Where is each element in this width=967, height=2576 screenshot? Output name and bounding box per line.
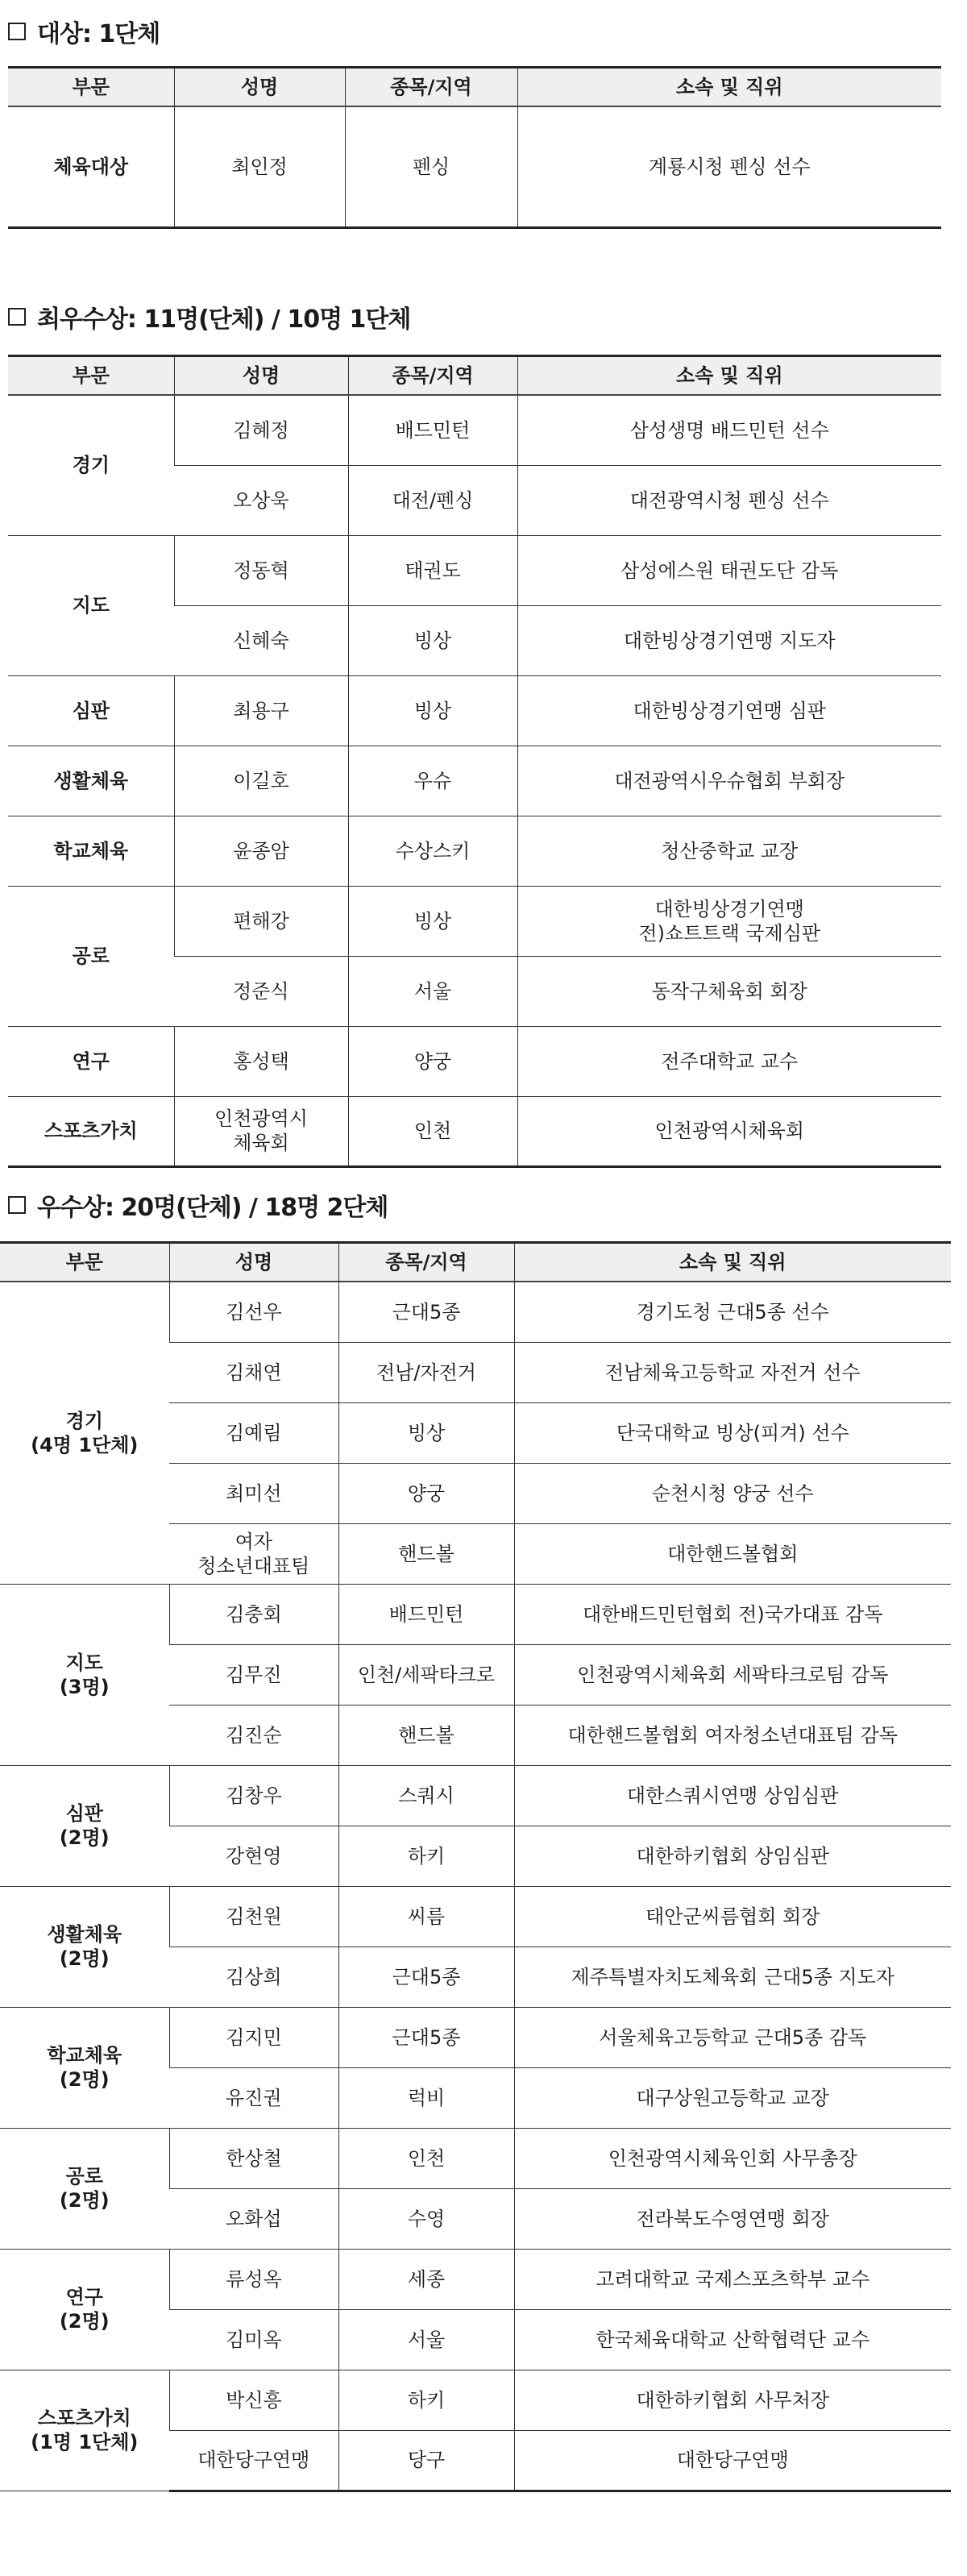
header-sport-region: 종목/지역: [345, 68, 517, 107]
cell-sport-region: 씨름: [338, 1886, 514, 1947]
cell-name: 오상욱: [174, 465, 348, 535]
section-title-merit: [8, 1185, 388, 1225]
table-row: [8, 816, 941, 886]
cell-name: 편해강: [174, 886, 348, 956]
cell-category: 연구: [8, 1026, 174, 1096]
cell-name: 여자 청소년대표팀: [169, 1523, 338, 1584]
cell-sport-region: 서울: [338, 2309, 514, 2370]
cell-sport-region: 배드민턴: [348, 395, 517, 465]
header-name: 성명: [174, 356, 348, 396]
cell-sport-region: 대전/펜싱: [348, 465, 517, 535]
table-row: [8, 395, 941, 465]
cell-affiliation: 대한빙상경기연맹 전)쇼트트랙 국제심판: [517, 886, 941, 956]
cell-affiliation: 단국대학교 빙상(피겨) 선수: [514, 1402, 951, 1463]
table-row: [8, 886, 941, 956]
table-header-row: [0, 1243, 951, 1282]
cell-name: 김진순: [169, 1705, 338, 1765]
cell-sport-region: 인천: [348, 1096, 517, 1166]
table-row: [0, 2370, 951, 2430]
checkbox-square-icon: [8, 23, 26, 40]
cell-category: 심판 (2명): [0, 1765, 169, 1886]
cell-sport-region: 양궁: [348, 1026, 517, 1096]
cell-affiliation: 대한핸드볼협회 여자청소년대표팀 감독: [514, 1705, 951, 1765]
cell-affiliation: 삼성에스원 태권도단 감독: [517, 535, 941, 605]
table-row: [8, 675, 941, 746]
cell-name: 류성옥: [169, 2249, 338, 2309]
cell-category: 공로 (2명): [0, 2128, 169, 2249]
header-affiliation: 소속 및 직위: [514, 1243, 951, 1282]
cell-affiliation: 인천광역시체육회: [517, 1096, 941, 1166]
cell-sport-region: 양궁: [338, 1463, 514, 1523]
cell-category: 학교체육: [8, 816, 174, 886]
cell-affiliation: 한국체육대학교 산학협력단 교수: [514, 2309, 951, 2370]
cell-category: 경기 (4명 1단체): [0, 1282, 169, 1584]
section-title-text: 대상: 1단체: [37, 20, 160, 48]
cell-sport-region: 펜싱: [345, 106, 517, 227]
cell-sport-region: 근대5종: [338, 1282, 514, 1342]
table-row: [0, 1584, 951, 1644]
cell-affiliation: 순천시청 양궁 선수: [514, 1463, 951, 1523]
cell-name: 최미선: [169, 1463, 338, 1523]
cell-category: 경기: [8, 395, 174, 535]
cell-affiliation: 대한당구연맹: [514, 2430, 951, 2491]
cell-name: 정준식: [174, 956, 348, 1026]
cell-sport-region: 수영: [338, 2188, 514, 2249]
cell-category: 스포츠가치 (1명 1단체): [0, 2370, 169, 2491]
cell-category: 스포츠가치: [8, 1096, 174, 1166]
cell-affiliation: 대한스쿼시연맹 상임심판: [514, 1765, 951, 1826]
cell-name: 김창우: [169, 1765, 338, 1826]
cell-sport-region: 세종: [338, 2249, 514, 2309]
excellence-table: [8, 355, 941, 1168]
grand-prize-table: [8, 66, 941, 229]
cell-affiliation: 대한빙상경기연맹 지도자: [517, 605, 941, 675]
cell-affiliation: 대한배드민턴협회 전)국가대표 감독: [514, 1584, 951, 1644]
cell-affiliation: 전남체육고등학교 자전거 선수: [514, 1342, 951, 1402]
checkbox-square-icon: [8, 308, 26, 326]
table-row: [0, 1886, 951, 1947]
cell-name: 김혜정: [174, 395, 348, 465]
cell-category: 지도: [8, 535, 174, 675]
cell-sport-region: 당구: [338, 2430, 514, 2491]
header-category: 부문: [8, 356, 174, 396]
cell-category: 연구 (2명): [0, 2249, 169, 2370]
cell-name: 정동혁: [174, 535, 348, 605]
header-sport-region: 종목/지역: [348, 356, 517, 396]
cell-sport-region: 근대5종: [338, 2007, 514, 2067]
cell-affiliation: 제주특별자치도체육회 근대5종 지도자: [514, 1947, 951, 2007]
cell-sport-region: 스쿼시: [338, 1765, 514, 1826]
cell-category: 심판: [8, 675, 174, 746]
cell-name: 박신흥: [169, 2370, 338, 2430]
cell-name: 김천원: [169, 1886, 338, 1947]
cell-affiliation: 대한빙상경기연맹 심판: [517, 675, 941, 746]
cell-sport-region: 우슈: [348, 746, 517, 816]
cell-category: 학교체육 (2명): [0, 2007, 169, 2128]
cell-affiliation: 대한하키협회 사무처장: [514, 2370, 951, 2430]
cell-sport-region: 인천/세팍타크로: [338, 1644, 514, 1705]
table-row: [8, 106, 941, 227]
cell-name: 한상철: [169, 2128, 338, 2188]
cell-affiliation: 전라북도수영연맹 회장: [514, 2188, 951, 2249]
cell-affiliation: 고려대학교 국제스포츠학부 교수: [514, 2249, 951, 2309]
cell-category: 생활체육: [8, 746, 174, 816]
header-sport-region: 종목/지역: [338, 1243, 514, 1282]
header-category: 부문: [0, 1243, 169, 1282]
cell-sport-region: 하키: [338, 1826, 514, 1886]
cell-affiliation: 대전광역시우슈협회 부회장: [517, 746, 941, 816]
cell-name: 윤종암: [174, 816, 348, 886]
table-row: [0, 1765, 951, 1826]
cell-name: 강현영: [169, 1826, 338, 1886]
cell-affiliation: 경기도청 근대5종 선수: [514, 1282, 951, 1342]
cell-sport-region: 근대5종: [338, 1947, 514, 2007]
cell-sport-region: 빙상: [348, 886, 517, 956]
cell-category: 체육대상: [8, 106, 174, 227]
cell-sport-region: 배드민턴: [338, 1584, 514, 1644]
cell-name: 이길호: [174, 746, 348, 816]
cell-sport-region: 서울: [348, 956, 517, 1026]
table-row: [8, 746, 941, 816]
table-row: [0, 2249, 951, 2309]
cell-name: 오화섭: [169, 2188, 338, 2249]
table-row: [8, 1096, 941, 1166]
cell-sport-region: 빙상: [338, 1402, 514, 1463]
cell-affiliation: 인천광역시체육인회 사무총장: [514, 2128, 951, 2188]
cell-sport-region: 태권도: [348, 535, 517, 605]
section-title-text: 우수상: 20명(단체) / 18명 2단체: [37, 1194, 388, 1222]
header-name: 성명: [169, 1243, 338, 1282]
cell-name: 김미옥: [169, 2309, 338, 2370]
merit-table: [0, 1241, 951, 2492]
cell-affiliation: 태안군씨름협회 회장: [514, 1886, 951, 1947]
cell-name: 김충회: [169, 1584, 338, 1644]
cell-name: 최용구: [174, 675, 348, 746]
cell-name: 김선우: [169, 1282, 338, 1342]
cell-affiliation: 대한하키협회 상임심판: [514, 1826, 951, 1886]
cell-affiliation: 삼성생명 배드민턴 선수: [517, 395, 941, 465]
checkbox-square-icon: [8, 1196, 26, 1214]
cell-name: 인천광역시 체육회: [174, 1096, 348, 1166]
table-row: [0, 1282, 951, 1342]
table-row: [8, 535, 941, 605]
cell-sport-region: 빙상: [348, 675, 517, 746]
cell-affiliation: 대구상원고등학교 교장: [514, 2067, 951, 2128]
table-row: [0, 2128, 951, 2188]
cell-affiliation: 청산중학교 교장: [517, 816, 941, 886]
cell-name: 김채연: [169, 1342, 338, 1402]
cell-name: 김상희: [169, 1947, 338, 2007]
cell-sport-region: 럭비: [338, 2067, 514, 2128]
cell-affiliation: 대한핸드볼협회: [514, 1523, 951, 1584]
cell-name: 유진권: [169, 2067, 338, 2128]
cell-sport-region: 인천: [338, 2128, 514, 2188]
cell-name: 김지민: [169, 2007, 338, 2067]
cell-name: 홍성택: [174, 1026, 348, 1096]
section-title-grand-prize: [8, 11, 160, 52]
cell-sport-region: 하키: [338, 2370, 514, 2430]
header-affiliation: 소속 및 직위: [517, 68, 941, 107]
cell-name: 김예림: [169, 1402, 338, 1463]
header-category: 부문: [8, 68, 174, 107]
cell-name: 김무진: [169, 1644, 338, 1705]
cell-category: 지도 (3명): [0, 1584, 169, 1765]
section-title-excellence: [8, 297, 410, 337]
cell-affiliation: 전주대학교 교수: [517, 1026, 941, 1096]
cell-affiliation: 인천광역시체육회 세팍타크로팀 감독: [514, 1644, 951, 1705]
cell-category: 생활체육 (2명): [0, 1886, 169, 2007]
cell-affiliation: 서울체육고등학교 근대5종 감독: [514, 2007, 951, 2067]
cell-name: 신혜숙: [174, 605, 348, 675]
cell-sport-region: 빙상: [348, 605, 517, 675]
cell-name: 최인정: [174, 106, 345, 227]
header-affiliation: 소속 및 직위: [517, 356, 941, 396]
table-row: [8, 1026, 941, 1096]
cell-sport-region: 수상스키: [348, 816, 517, 886]
cell-affiliation: 동작구체육회 회장: [517, 956, 941, 1026]
cell-affiliation: 계룡시청 펜싱 선수: [517, 106, 941, 227]
cell-category: 공로: [8, 886, 174, 1026]
table-header-row: [8, 356, 941, 396]
section-title-text: 최우수상: 11명(단체) / 10명 1단체: [37, 305, 411, 334]
cell-affiliation: 대전광역시청 펜싱 선수: [517, 465, 941, 535]
cell-sport-region: 핸드볼: [338, 1523, 514, 1584]
cell-sport-region: 전남/자전거: [338, 1342, 514, 1402]
cell-sport-region: 핸드볼: [338, 1705, 514, 1765]
cell-name: 대한당구연맹: [169, 2430, 338, 2491]
header-name: 성명: [174, 68, 345, 107]
table-row: [0, 2007, 951, 2067]
table-header-row: [8, 68, 941, 107]
